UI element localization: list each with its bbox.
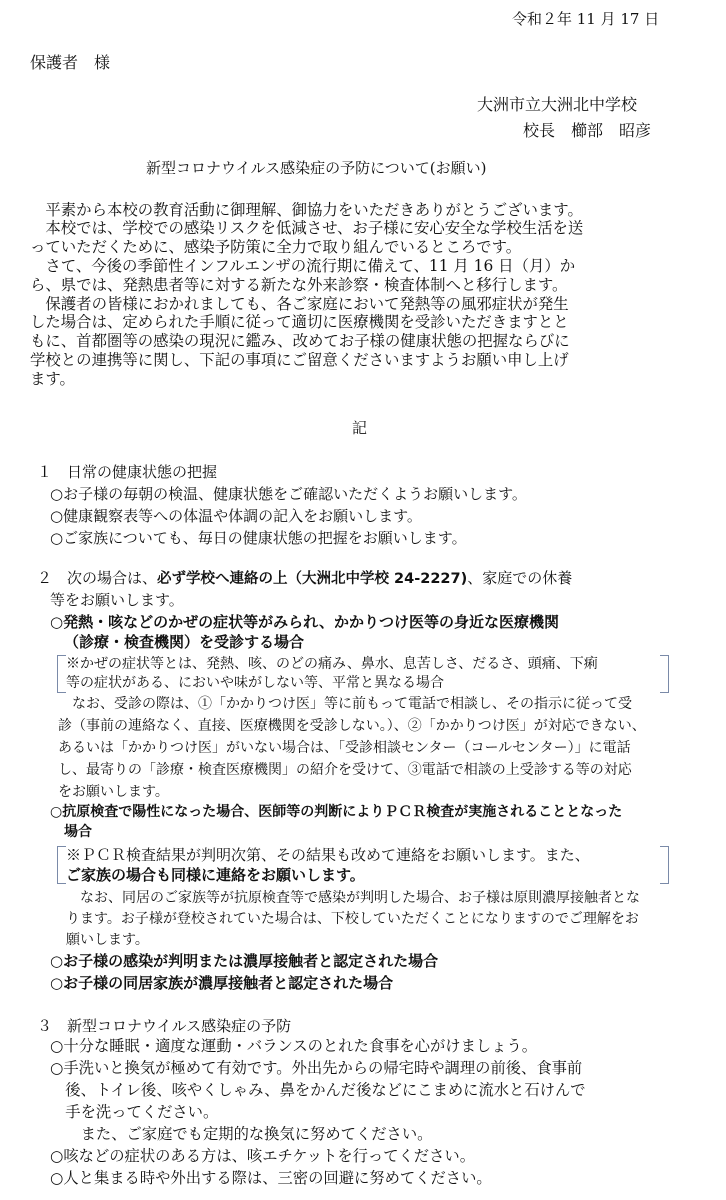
note1-bracket-right bbox=[660, 655, 669, 693]
paragraph-line: あるいは「かかりつけ医」がいない場合は、「受診相談センター（コールセンター）」に電話 bbox=[58, 740, 631, 756]
section3-heading: ３ 新型コロナウイルス感染症の予防 bbox=[37, 1017, 292, 1035]
paragraph-line: 願いします。 bbox=[66, 932, 149, 948]
section1-heading: １ 日常の健康状態の把握 bbox=[37, 463, 218, 481]
ki-heading: 記 bbox=[352, 419, 368, 437]
paragraph-line: なお、受診の際は、①「かかりつけ医」等に前もって電話で相談し、その指示に従って受 bbox=[58, 696, 632, 712]
paragraph-line: ります。お子様が登校されていた場合は、下校していただくことになりますのでご理解をお bbox=[66, 911, 639, 927]
section3-line: また、ご家庭でも定期的な換気に努めてください。 bbox=[50, 1125, 433, 1143]
intro-line: さて、今後の季節性インフルエンザの流行期に備えて、11 月 16 日（月）か bbox=[30, 257, 576, 275]
section2-heading-bold: 必ず学校へ連絡の上（大洲北中学校 24-2227) bbox=[157, 571, 468, 587]
intro-line: ます。 bbox=[30, 370, 75, 388]
addressee: 保護者 様 bbox=[30, 53, 111, 72]
intro-line: した場合は、定められた手順に従って適切に医療機関を受診いただきますとと bbox=[30, 313, 569, 331]
section3-line: ○人と集まる時や外出する際は、三密の回避に努めてください。 bbox=[50, 1169, 492, 1187]
intro-line: 保護者の皆様におかれましても、各ご家庭において発熱等の風邪症状が発生 bbox=[30, 295, 569, 313]
note2-line1: ※ＰＣＲ検査結果が判明次第、その結果も改めて連絡をお願いします。また、 bbox=[66, 846, 590, 864]
case3: ○お子様の感染が判明または濃厚接触者と認定された場合 bbox=[50, 952, 439, 970]
note2-bracket-left bbox=[57, 846, 66, 884]
section2-heading bbox=[37, 568, 572, 589]
intro-line: 平素から本校の教育活動に御理解、御協力をいただきありがとうございます。 bbox=[30, 201, 583, 219]
case1-line1: ○発熱・咳などのかぜの症状等がみられ、かかりつけ医等の身近な医療機関 bbox=[50, 613, 559, 631]
intro-line: 学校との連携等に関し、下記の事項にご留意くださいますようお願い申し上げ bbox=[30, 351, 569, 369]
section1-item: ○お子様の毎朝の検温、健康状態をご確認いただくようお願いします。 bbox=[50, 485, 527, 503]
letter-date: 令和２年 11 月 17 日 bbox=[512, 10, 660, 28]
section2-heading-pre: ２ 次の場合は、 bbox=[37, 569, 158, 587]
principal-name: 校長 櫛部 昭彦 bbox=[523, 121, 652, 140]
intro-line: 本校では、学校での感染リスクを低減させ、お子様に安心安全な学校生活を送 bbox=[30, 219, 584, 237]
note2-line2: ご家族の場合も同様に連絡をお願いします。 bbox=[66, 866, 365, 884]
paragraph-line: をお願いします。 bbox=[58, 784, 169, 800]
school-name: 大洲市立大洲北中学校 bbox=[477, 95, 638, 114]
note1-bracket-left bbox=[57, 655, 66, 693]
section3-line: 手を洗ってください。 bbox=[50, 1103, 219, 1121]
section1-item: ○ご家族についても、毎日の健康状態の把握をお願いします。 bbox=[50, 529, 467, 547]
intro-line: もに、首都圏等の感染の現況に鑑み、改めてお子様の健康状態の把握ならびに bbox=[30, 332, 570, 350]
section3-line: ○手洗いと換気が極めて有効です。外出先からの帰宅時や調理の前後、食事前 bbox=[50, 1059, 583, 1077]
paragraph-line: なお、同居のご家族等が抗原検査等で感染が判明した場合、お子様は原則濃厚接触者とな bbox=[66, 890, 640, 906]
case2-line2: 場合 bbox=[64, 824, 92, 840]
section3-line: ○咳などの症状のある方は、咳エチケットを行ってください。 bbox=[50, 1147, 475, 1165]
case2-line1: ○抗原検査で陽性になった場合、医師等の判断によりＰＣＲ検査が実施されることとなった bbox=[50, 804, 623, 820]
case1-line2: （診療・検査機関）を受診する場合 bbox=[64, 633, 305, 651]
note1-line1: ※かぜの症状等とは、発熱、咳、のどの痛み、鼻水、息苦しさ、だるさ、頭痛、下痢 bbox=[66, 656, 598, 672]
document-title: 新型コロナウイルス感染症の予防について(お願い) bbox=[146, 159, 487, 177]
note1-line2: 等の症状がある、においや味がしない等、平常と異なる場合 bbox=[66, 675, 444, 691]
intro-line: ら、県では、発熱患者等に対する新たな外来診察・検査体制へと移行します。 bbox=[30, 276, 568, 294]
note2-bracket-right bbox=[660, 846, 669, 884]
case4: ○お子様の同居家族が濃厚接触者と認定された場合 bbox=[50, 974, 394, 992]
intro-line: っていただくために、感染予防策に全力で取り組んでいるところです。 bbox=[30, 238, 522, 256]
section3-line: 後、トイレ後、咳やくしゃみ、鼻をかんだ後などにこまめに流水と石けんで bbox=[50, 1081, 586, 1099]
paragraph-line: 診（事前の連絡なく、直接、医療機関を受診しない。）、②「かかりつけ医」が対応できない、 bbox=[58, 718, 646, 734]
section3-line: ○十分な睡眠・適度な運動・バランスのとれた食事を心がけましょう。 bbox=[50, 1037, 538, 1055]
section2-heading-line2: 等をお願いします。 bbox=[50, 591, 184, 609]
section1-item: ○健康観察表等への体温や体調の記入をお願いします。 bbox=[50, 507, 422, 525]
section2-heading-post: 、家庭での休養 bbox=[467, 569, 573, 587]
paragraph-line: し、最寄りの「診療・検査医療機関」の紹介を受けて、③電話で相談の上受診する等の対応 bbox=[58, 762, 632, 778]
